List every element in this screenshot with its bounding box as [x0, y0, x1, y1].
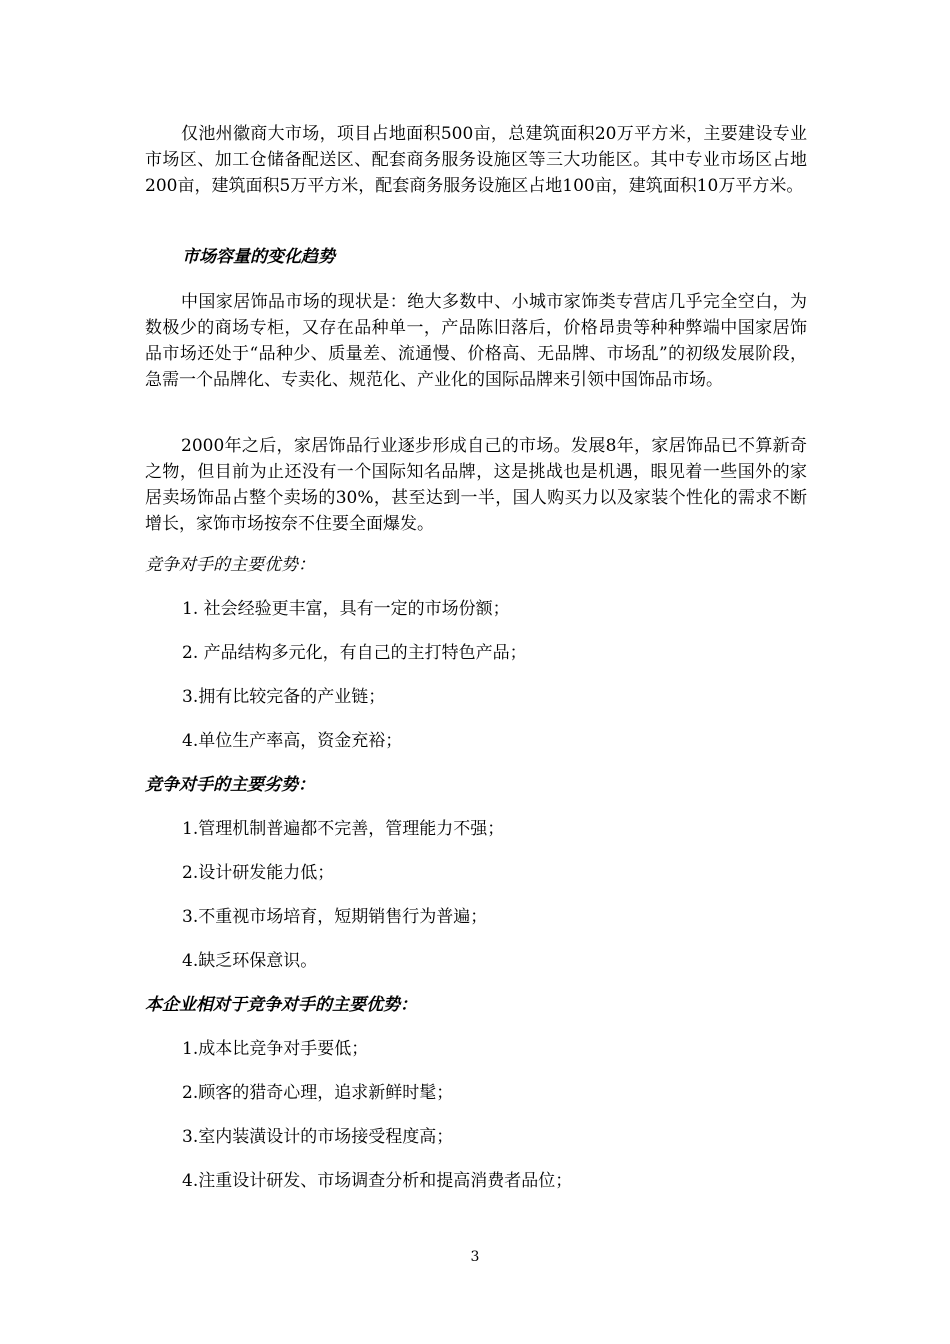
list-item-competitor-weakness-3: 3.不重视市场培育，短期销售行为普遍； [182, 907, 488, 927]
list-item-competitor-strength-3: 3.拥有比较完备的产业链； [182, 687, 386, 707]
list-item-our-strength-1: 1.成本比竞争对手要低； [182, 1039, 369, 1059]
list-item-our-strength-4: 4.注重设计研发、市场调查分析和提高消费者品位； [182, 1171, 573, 1191]
list-item-competitor-weakness-4: 4.缺乏环保意识。 [182, 951, 318, 971]
list-item-our-strength-3: 3.室内装潢设计的市场接受程度高； [182, 1127, 454, 1147]
paragraph-industry-development: 2000年之后，家居饰品行业逐步形成自己的市场。发展8年，家居饰品已不算新奇之物，但目前为止还没有一个国际知名品牌，这是挑战也是机遇，眼见着一些国外的家居卖场饰品占整个卖场的30%，甚至达到一半，国人购买力以及家装个性化的需求不断增长，家饰市场按奈不住要全面爆发。 [145, 436, 807, 534]
list-item-competitor-weakness-1: 1.管理机制普遍都不完善，管理能力不强； [182, 819, 505, 839]
heading-competitor-weaknesses: 竞争对手的主要劣势： [145, 775, 315, 795]
list-item-our-strength-2: 2.顾客的猎奇心理，追求新鲜时髦； [182, 1083, 454, 1103]
list-item-competitor-strength-1: 1. 社会经验更丰富，具有一定的市场份额； [182, 599, 510, 619]
list-item-competitor-strength-4: 4.单位生产率高，资金充裕； [182, 731, 403, 751]
heading-market-trend: 市场容量的变化趋势 [182, 247, 335, 267]
heading-competitor-strengths: 竞争对手的主要优势： [145, 555, 315, 575]
heading-our-strengths: 本企业相对于竞争对手的主要优势： [145, 995, 417, 1015]
paragraph-market-project: 仅池州徽商大市场，项目占地面积500亩，总建筑面积20万平方米，主要建设专业市场区、加工仓储备配送区、配套商务服务设施区等三大功能区。其中专业市场区占地200亩，建筑面积5万平方米，配套商务服务设施区占地100亩，建筑面积10万平方米。 [145, 124, 807, 196]
page-number: 3 [470, 1249, 480, 1265]
list-item-competitor-strength-2: 2. 产品结构多元化，有自己的主打特色产品； [182, 643, 527, 663]
list-item-competitor-weakness-2: 2.设计研发能力低； [182, 863, 335, 883]
paragraph-market-status: 中国家居饰品市场的现状是：绝大多数中、小城市家饰类专营店几乎完全空白，为数极少的商场专柜，又存在品种单一，产品陈旧落后，价格昂贵等种种弊端中国家居饰品市场还处于“品种少、质量差、流通慢、价格高、无品牌、市场乱”的初级发展阶段，急需一个品牌化、专卖化、规范化、产业化的国际品牌来引领中国饰品市场。 [145, 292, 807, 390]
